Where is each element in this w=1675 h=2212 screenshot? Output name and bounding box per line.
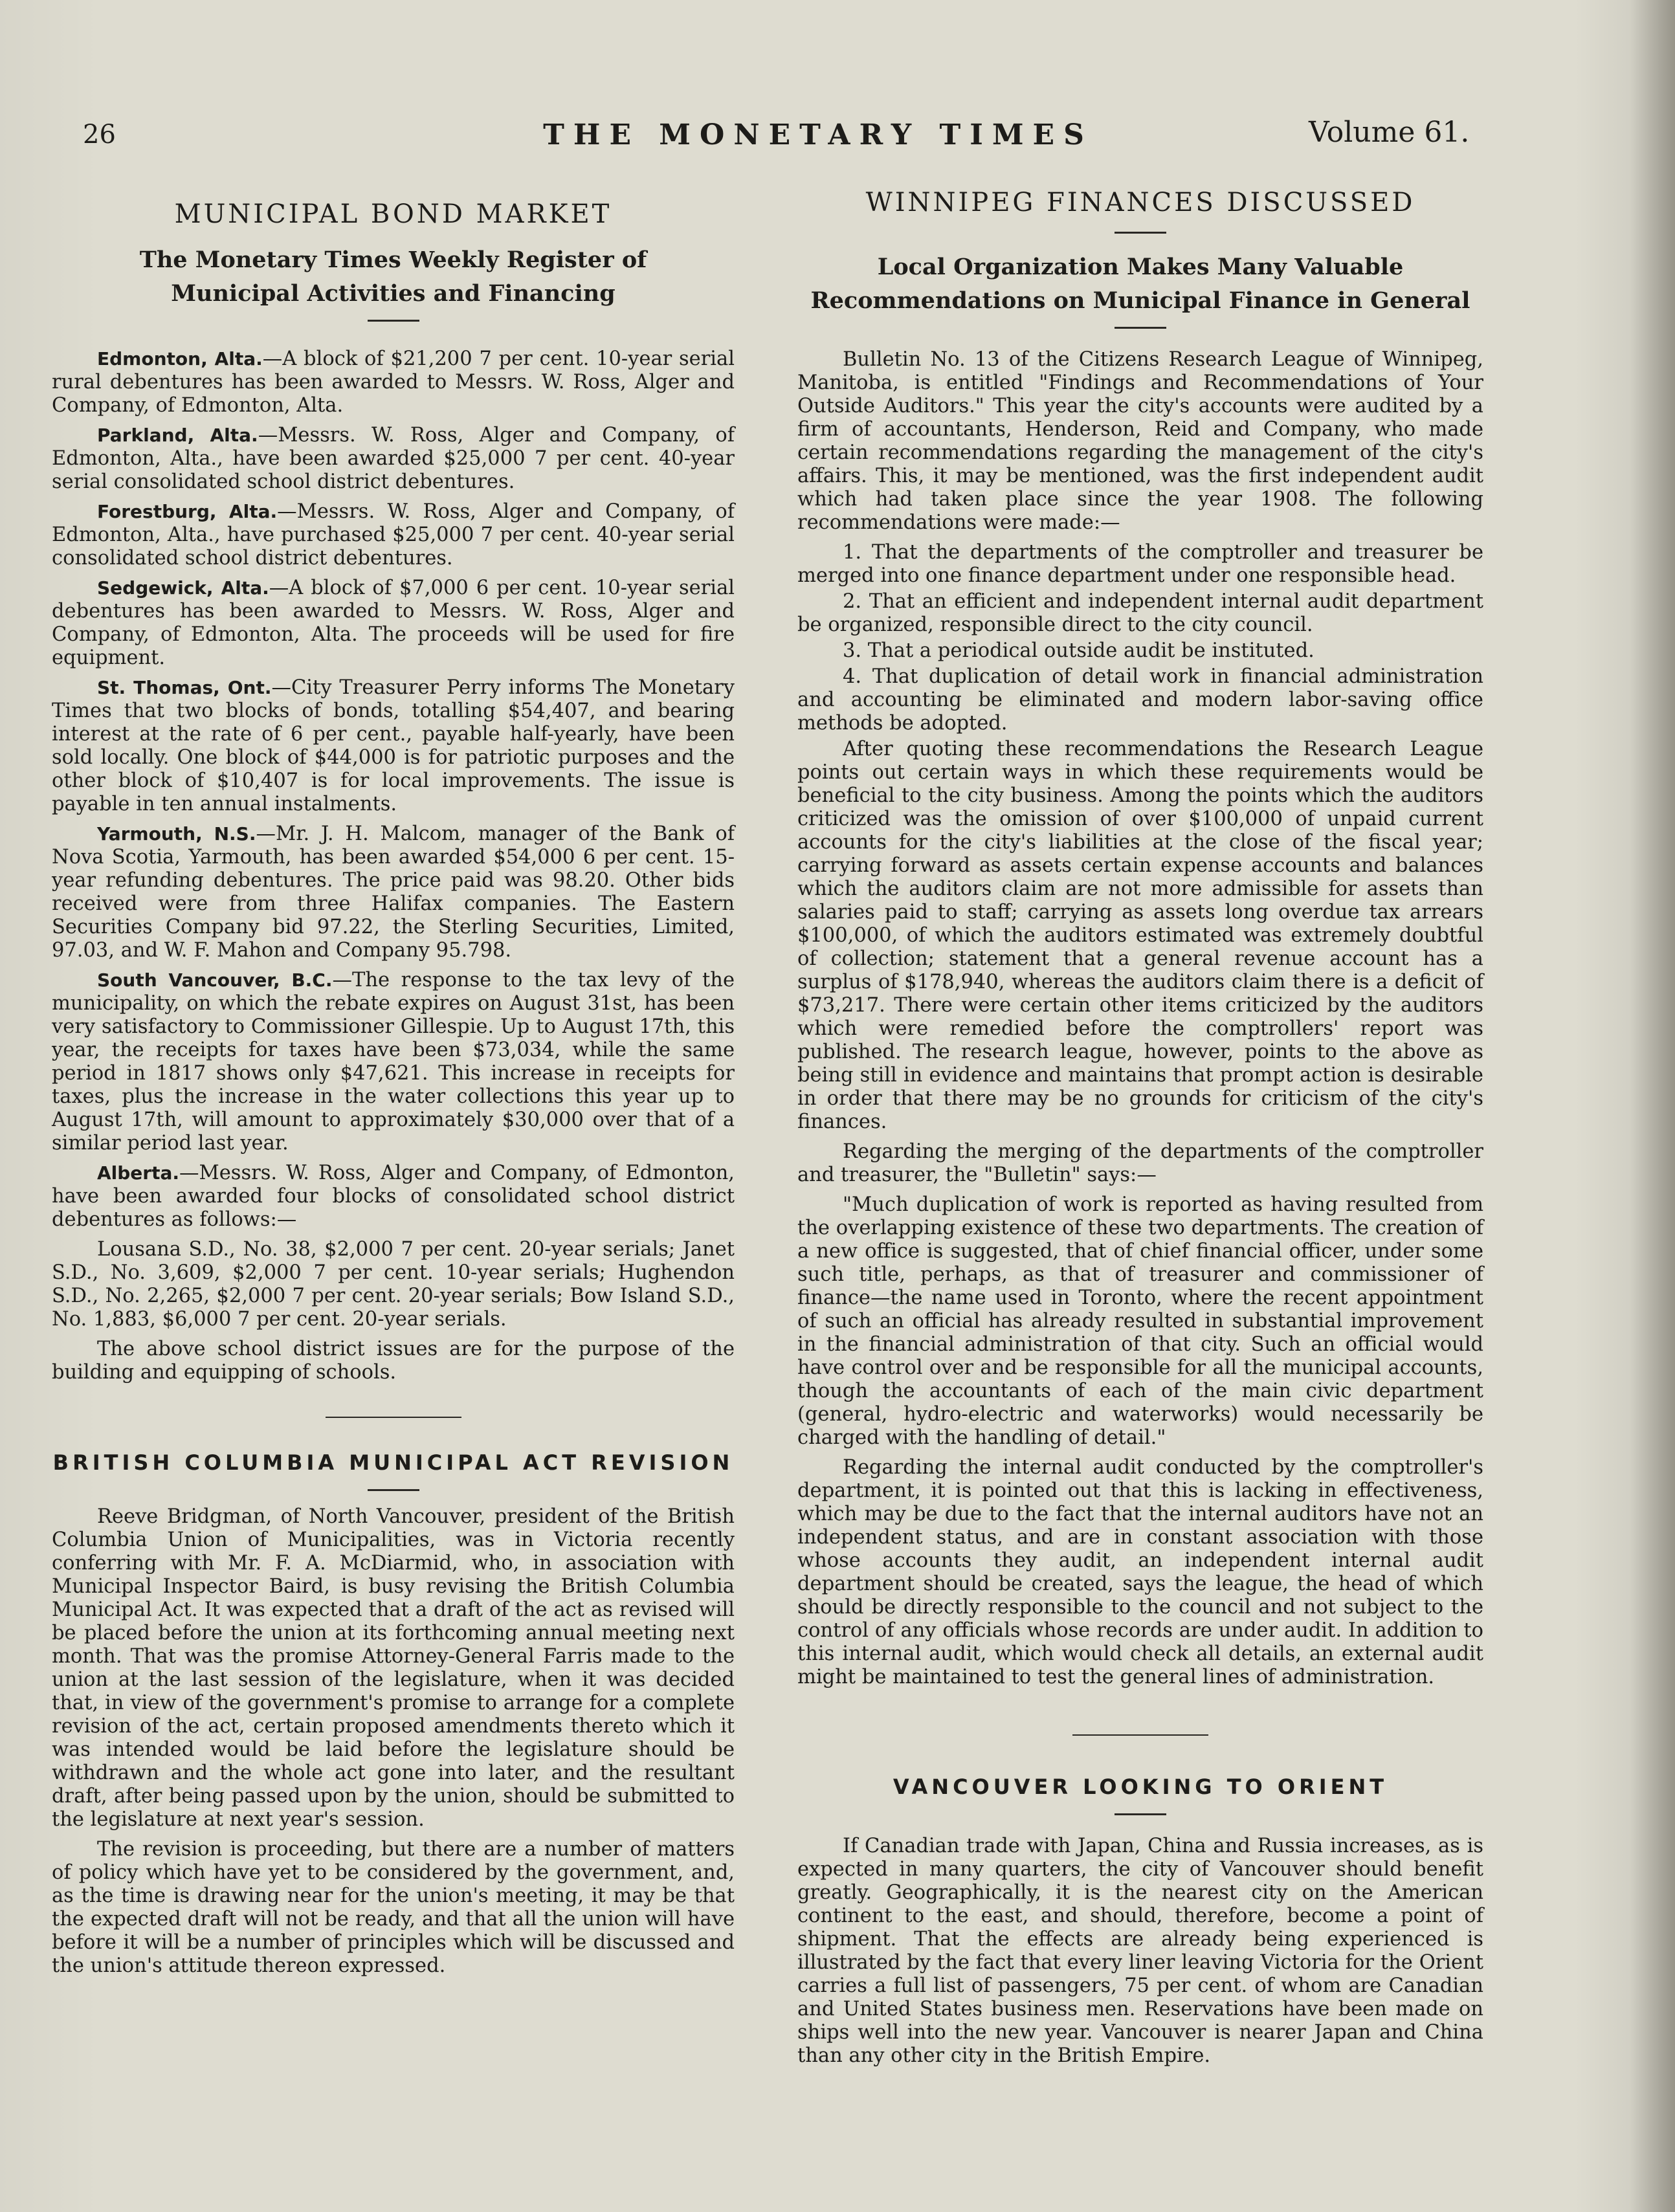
closing-paragraph: The above school district issues are for the purpose of the building and equipping of schools. xyxy=(52,1338,735,1384)
bond-entry xyxy=(52,424,735,494)
list-item: 4. That duplication of detail work in financial administration and accounting be eliminated and modern labor-saving office methods be adopted. xyxy=(797,665,1483,735)
volume-label: Volume 61. xyxy=(1309,116,1470,149)
right-column xyxy=(797,188,1483,2074)
bond-entry xyxy=(52,823,735,962)
entry-place: St. Thomas, Ont. xyxy=(97,677,272,698)
section-title-bc-act-revision: BRITISH COLUMBIA MUNICIPAL ACT REVISION xyxy=(52,1450,734,1475)
section-subtitle: The Monetary Times Weekly Register of Municipal Activities and Financing xyxy=(139,247,647,307)
body-paragraph: Regarding the merging of the departments of the comptroller and treasurer, the "Bulletin" says:— xyxy=(797,1140,1483,1186)
entry-place: Yarmouth, N.S. xyxy=(97,823,256,845)
section-title-vancouver-orient: VANCOUVER LOOKING TO ORIENT xyxy=(893,1775,1388,1799)
section-title-winnipeg-finances: WINNIPEG FINANCES DISCUSSED xyxy=(865,188,1415,217)
intro-paragraph: Bulletin No. 13 of the Citizens Research League of Winnipeg, Manitoba, is entitled "Findings and Recommendations of Your Outside Auditors." This year the city's accounts were audited by a firm of accountants, Henderson, Reid and Company, who made certain recommendations regarding the management of the city's affairs. This, it may be mentioned, was the first independent audit which had taken place since the year 1908. The following recommendations were made:— xyxy=(797,348,1483,534)
entry-text: —City Treasurer Perry informs The Monetary Times that two blocks of bonds, totalling $54,407, and bearing interest at the rate of 6 per cent., payable half-yearly, have been sold locally. One block of $44,000 is for patriotic purposes and the other block of $10,407 is for local improvements. The issue is payable in ten annual instalments. xyxy=(52,676,735,815)
entry-text: —A block of $21,200 7 per cent. 10-year serial rural debentures has been awarded to Messrs. W. Ross, Alger and Company, of Edmonton, Alta. xyxy=(52,348,735,417)
bc-paragraph: Reeve Bridgman, of North Vancouver, president of the British Columbia Union of Municipalities, was in Victoria recently conferring with Mr. F. A. McDiarmid, who, in association with Municipal Inspector Baird, is busy revising the British Columbia Municipal Act. It was expected that a draft of the act as revised will be placed before the union at its forthcoming annual meeting next month. That was the promise Attorney-General Farris made to the union at the last session of the legislature, when it was decided that, in view of the government's promise to arrange for a complete revision of the act, certain proposed amendments thereto which it was intended would be laid before the legislature should be withdrawn and the whole act gone into later, and the resultant draft, after being passed upon by the union, should be submitted to the legislature at next year's session. xyxy=(52,1505,735,1831)
divider xyxy=(1115,1813,1166,1815)
section-divider xyxy=(326,1417,461,1418)
bond-entry xyxy=(52,969,735,1155)
entry-place: Forestburg, Alta. xyxy=(97,501,278,522)
bond-entry xyxy=(52,1162,735,1232)
divider xyxy=(368,1489,419,1491)
entry-place: Edmonton, Alta. xyxy=(97,348,263,370)
entry-text: —Messrs. W. Ross, Alger and Company, of Edmonton, Alta., have purchased $25,000 7 per cent. 40-year serial consolidated school district debentures. xyxy=(52,500,735,570)
body-paragraph: After quoting these recommendations the Research League points out certain ways in which these requirements would be beneficial to the city business. Among the points which the auditors criticized was the omission of over $100,000 of unpaid current accounts for the city's liabilities at the close of the fiscal year; carrying forward as assets certain expense accounts and balances which the auditors claim are not more admissible for assets than salaries paid to staff; carrying as assets long overdue tax arrears $100,000, of which the auditors estimated was extremely doubtful of collection; statement that a general revenue account has a surplus of $178,940, whereas the auditors claim there is a deficit of $73,217. There were certain other items criticized by the auditors which were remedied before the comptrollers' report was published. The research league, however, points to the above as being still in evidence and maintains that prompt action is desirable in order that there may be no grounds for criticism of the city's finances. xyxy=(797,738,1483,1133)
bc-paragraph: The revision is proceeding, but there are a number of matters of policy which have yet to be considered by the government, and, as the time is drawing near for the union's meeting, it may be that the expected draft will not be ready, and that all the union will have before it will be a number of principles which will be discussed and the union's attitude thereon expressed. xyxy=(52,1838,735,1977)
entry-place: South Vancouver, B.C. xyxy=(97,969,333,991)
bulletin-quote xyxy=(797,1193,1483,1450)
masthead: THE MONETARY TIMES xyxy=(543,118,1093,151)
bond-entry xyxy=(52,348,735,417)
entry-text: —The response to the tax levy of the municipality, on which the rebate expires on August 31st, has been very satisfactory to Commissioner Gillespie. Up to August 17th, this year, the receipts for taxes have been $73,034, while the same period in 1817 shows only $47,621. This increase in receipts for taxes, plus the increase in the water collections this year up to August 17th, will amount to approximately $30,000 over that of a similar period last year. xyxy=(52,969,735,1155)
entry-text: —Messrs. W. Ross, Alger and Company, of Edmonton, Alta., have been awarded $25,000 7 per cent. 40-year serial consolidated school district debentures. xyxy=(52,424,735,493)
section-divider xyxy=(1072,1734,1208,1736)
entry-place: Alberta. xyxy=(97,1162,180,1184)
list-item: 1. That the departments of the comptroller and treasurer be merged into one finance department under one responsible head. xyxy=(797,541,1483,587)
bond-entry xyxy=(52,577,735,670)
recommendations-list xyxy=(797,541,1483,735)
list-item: 2. That an efficient and independent internal audit department be organized, responsible direct to the city council. xyxy=(797,590,1483,636)
divider xyxy=(368,320,419,322)
page-edge-shadow xyxy=(1630,0,1675,2212)
list-item: 3. That a periodical outside audit be instituted. xyxy=(843,639,1314,662)
divider xyxy=(1115,232,1166,234)
divider xyxy=(1115,327,1166,329)
quote-paragraph: "Much duplication of work is reported as having resulted from the overlapping existence of these two departments. The creation of a new office is suggested, that of chief financial officer, under some such title, perhaps, as that of treasurer and commissioner of finance—the name used in Toronto, where the recent appointment of such an official has already resulted in substantial improvement in the financial administration of that city. Such an official would have control over and be responsible for all the municipal accounts, though the accountants of each of the main civic department (general, hydro-electric and waterworks) would necessarily be charged with the handling of detail." xyxy=(797,1193,1483,1449)
page-header xyxy=(0,113,1675,165)
entry-place: Parkland, Alta. xyxy=(97,425,258,446)
alberta-list: Lousana S.D., No. 38, $2,000 7 per cent. 20-year serials; Janet S.D., No. 3,609, $2,000 7 per cent. 10-year serials; Hughendon S.D., No. 2,265, $2,000 7 per cent. 20-year serials; Bow Island S.D., No. 1,883, $6,000 7 per cent. 20-year serials. xyxy=(52,1238,735,1331)
body-paragraph: Regarding the internal audit conducted by the comptroller's department, it is pointed out that this is lacking in effectiveness, which may be due to the fact that the internal auditors have not an independent status, and are in constant association with those whose accounts they audit, an independent internal audit department should be created, says the league, the head of which should be directly responsible to the council and not subject to the control of any officials whose records are under audit. In addition to this internal audit, which would check all details, an external audit might be maintained to test the general lines of administration. xyxy=(797,1456,1483,1688)
page-number: 26 xyxy=(83,120,116,149)
bond-entries xyxy=(52,348,735,1384)
bond-entry xyxy=(52,676,735,816)
entry-text: —Mr. J. H. Malcom, manager of the Bank of Nova Scotia, Yarmouth, has been awarded $54,000 6 per cent. 15-year refunding debentures. The price paid was 98.20. Other bids received were from three Halifax companies. The Eastern Securities Company bid 97.22, the Sterling Securities, Limited, 97.03, and W. F. Mahon and Company 95.798. xyxy=(52,823,735,962)
entry-place: Sedgewick, Alta. xyxy=(97,577,269,599)
entry-text: —A block of $7,000 6 per cent. 10-year serial debentures has been awarded to Messrs. W. Ross, Alger and Company, of Edmonton, Alta. The proceeds will be used for fire equipment. xyxy=(52,577,735,669)
section-subtitle: Local Organization Makes Many Valuable Recommendations on Municipal Finance in General xyxy=(810,254,1470,314)
left-column xyxy=(52,188,735,1984)
entry-text: —Messrs. W. Ross, Alger and Company, of Edmonton, have been awarded four blocks of consolidated school district debentures as follows:— xyxy=(52,1162,735,1231)
bond-entry xyxy=(52,500,735,570)
section-title-municipal-bond-market: MUNICIPAL BOND MARKET xyxy=(174,199,612,229)
vancouver-paragraph: If Canadian trade with Japan, China and Russia increases, as is expected in many quarters, the city of Vancouver should benefit greatly. Geographically, it is the nearest city on the American continent to the east, and should, therefore, become a point of shipment. That the effects are already being experienced is illustrated by the fact that every liner leaving Victoria for the Orient carries a full list of passengers, 75 per cent. of whom are Canadian and United States business men. Reservations have been made on ships well into the new year. Vancouver is nearer Japan and China than any other city in the British Empire. xyxy=(797,1835,1483,2067)
